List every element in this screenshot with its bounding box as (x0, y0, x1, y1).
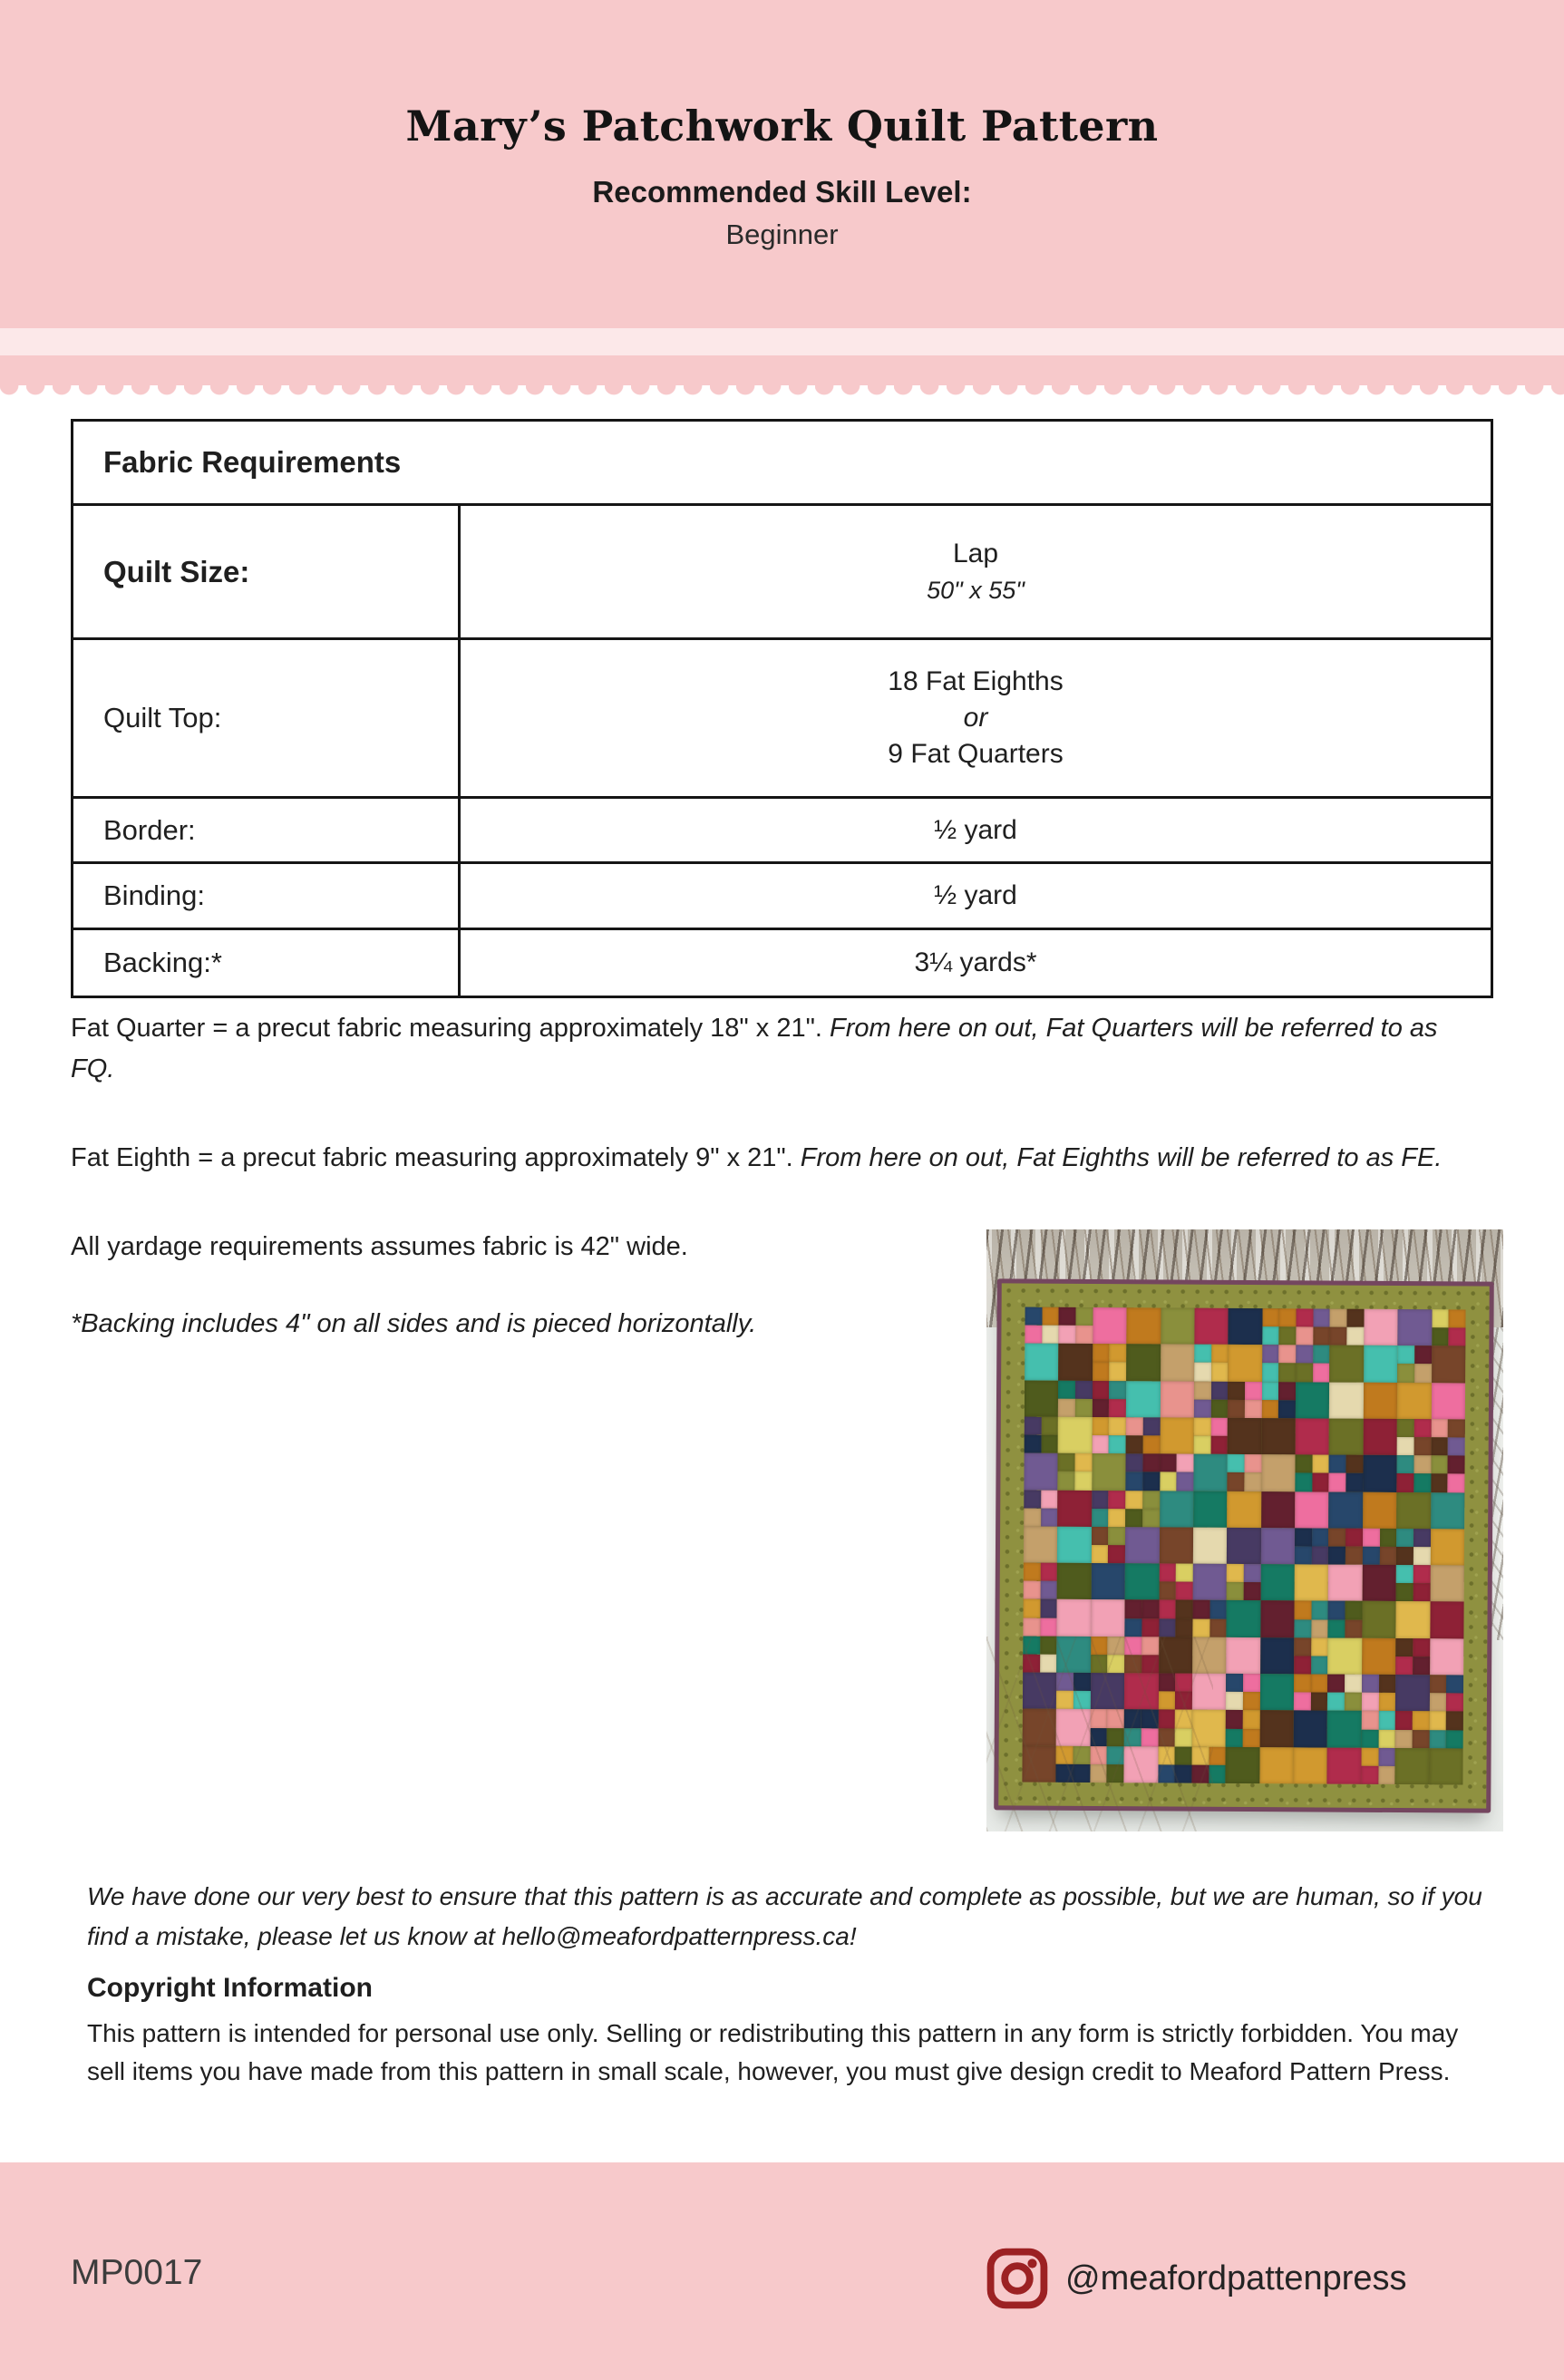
quilt-patch (1126, 1345, 1161, 1382)
quilt-patch (1327, 1675, 1362, 1712)
header-band (0, 0, 1564, 328)
quilt-patch (1261, 1454, 1296, 1491)
quilt-patch (1260, 1564, 1295, 1601)
quilt-patch (1058, 1344, 1093, 1381)
table-title: Fabric Requirements (73, 421, 1492, 505)
quilt-patch (1260, 1637, 1295, 1675)
quilt-patch (1058, 1490, 1093, 1527)
quilt-patch (1125, 1527, 1160, 1564)
quilt-patch (1092, 1453, 1126, 1491)
quilt-patch (1057, 1599, 1092, 1637)
quilt-patch (1430, 1529, 1464, 1566)
copyright-heading: Copyright Information (87, 1973, 373, 2003)
footer-band (0, 2162, 1564, 2380)
copyright-body: This pattern is intended for personal use only. Selling or redistributing this pattern in any form is strictly forbidden. You may sell items you have made from this pattern in small scale, however, you must give design credit to Meaford Pattern Press. (87, 2019, 1459, 2085)
quilt-patch (1363, 1455, 1397, 1492)
quilt-patch (1296, 1418, 1330, 1455)
quilt-patch (1261, 1528, 1296, 1565)
quilt-patch (1160, 1454, 1194, 1491)
quilt-patch (1296, 1345, 1330, 1383)
note-fat-quarter (71, 1008, 1482, 1090)
quilt-patch (1362, 1638, 1396, 1676)
quilt-patch (1192, 1600, 1227, 1637)
note-fat-eighth-text: Fat Eighth = a precut fabric measuring approximately 9" x 21". (71, 1143, 801, 1172)
quilt-patch (1296, 1382, 1330, 1419)
quilt-patch (1295, 1455, 1329, 1492)
quilt-patch (1395, 1748, 1430, 1785)
quilt-patch (1126, 1307, 1161, 1345)
quilt-patch (1024, 1490, 1058, 1527)
quilt-patch (1362, 1601, 1396, 1638)
row-label-border: Border: (73, 798, 460, 863)
row-label-binding: Binding: (73, 863, 460, 929)
backing-value: 3¼ yards* (460, 929, 1492, 997)
quilt-patch (1362, 1565, 1396, 1602)
quilt-patch (1092, 1417, 1126, 1454)
quilt-patch (1294, 1601, 1328, 1638)
quilt-patch (1395, 1638, 1430, 1676)
quilt-top-option-1: 18 Fat Eighths (888, 666, 1064, 696)
quilt-patch (1025, 1416, 1059, 1453)
skill-level-label: Recommended Skill Level: (592, 175, 972, 209)
quilt-patch (1160, 1491, 1194, 1528)
quilt-patch (1328, 1528, 1363, 1565)
quilt-patch (1327, 1747, 1362, 1784)
quilt-patch (1193, 1454, 1228, 1491)
quilt-patch (1024, 1453, 1058, 1491)
quilt-patch (1296, 1308, 1330, 1345)
quilt-patch (1262, 1382, 1297, 1419)
quilt-patch (1194, 1381, 1229, 1418)
quilt-patch (1430, 1565, 1464, 1602)
quilt-patch (1396, 1492, 1431, 1530)
quilt-patch (1329, 1455, 1364, 1492)
quilt-patch (1024, 1563, 1058, 1600)
note-backing: *Backing includes 4" on all sides and is pieced horizontally. (71, 1309, 757, 1338)
quilt-patch (1262, 1308, 1297, 1345)
quilt-patch (1295, 1528, 1329, 1565)
quilt-patch (1193, 1528, 1228, 1565)
quilt-patch (1025, 1307, 1059, 1345)
quilt-patch (1431, 1492, 1465, 1530)
copyright-section (87, 1969, 1499, 2091)
fabric-requirements-table (71, 419, 1493, 998)
quilt-patch (1430, 1638, 1464, 1676)
quilt-patch (1363, 1419, 1397, 1456)
quilt-top-cell (460, 639, 1492, 798)
quilt-patch (1092, 1491, 1126, 1528)
quilt-patch (1431, 1455, 1465, 1492)
pattern-code: MP0017 (71, 2253, 203, 2292)
quilt-patch (1261, 1418, 1296, 1455)
instagram-icon[interactable] (985, 2246, 1050, 2311)
note-fat-eighth-italic: From here on out, Fat Eighths will be referred to as FE. (800, 1143, 1443, 1172)
quilt-patch (1058, 1453, 1093, 1491)
binding-value: ½ yard (460, 863, 1492, 929)
quilt-patch (1397, 1419, 1432, 1456)
quilt-patch (1057, 1563, 1092, 1600)
quilt-patch (1159, 1527, 1193, 1564)
quilt-patch (1228, 1454, 1262, 1491)
note-fat-quarter-text: Fat Quarter = a precut fabric measuring approximately 18" x 21". (71, 1014, 831, 1043)
disclaimer-end: ! (849, 1922, 857, 1950)
quilt-patch (1429, 1748, 1463, 1785)
quilt-patch (1160, 1381, 1194, 1418)
quilt-patch (1361, 1711, 1395, 1748)
quilt-patch (1397, 1455, 1432, 1492)
quilt-patch (1364, 1382, 1398, 1419)
quilt-patch (1430, 1602, 1464, 1639)
twigs-foreground (986, 1637, 1213, 1831)
quilt-patch (1397, 1383, 1432, 1420)
quilt-patch (1328, 1565, 1363, 1602)
note-fat-quarter-italic: From here on out, Fat Quarters will be referred to as FQ. (71, 1014, 1438, 1083)
quilt-patch (1395, 1675, 1430, 1712)
quilt-patch (1161, 1307, 1195, 1345)
quilt-patch (1126, 1381, 1161, 1418)
quilt-patch (1058, 1380, 1093, 1417)
quilt-patch (1126, 1417, 1161, 1454)
row-label-backing: Backing:* (73, 929, 460, 997)
quilt-patch (1259, 1710, 1294, 1747)
quilt-patch (1092, 1527, 1126, 1564)
quilt-patch (1093, 1344, 1127, 1381)
instagram-row (985, 2244, 1407, 2313)
quilt-patch (1330, 1309, 1365, 1346)
quilt-patch (1193, 1491, 1228, 1528)
quilt-patch (1227, 1528, 1261, 1565)
quilt-patch (1329, 1418, 1364, 1455)
quilt-patch (1260, 1674, 1295, 1711)
border-value: ½ yard (460, 798, 1492, 863)
quilt-patch (1395, 1711, 1430, 1748)
quilt-patch (1362, 1675, 1396, 1712)
quilt-patch (1194, 1308, 1229, 1345)
quilt-patch (1261, 1491, 1296, 1529)
quilt-patch (1429, 1712, 1463, 1749)
skill-level-value: Beginner (725, 219, 839, 250)
quilt-patch (1294, 1637, 1328, 1675)
quilt-patch (1361, 1747, 1395, 1784)
quilt-patch (1227, 1600, 1261, 1637)
quilt-patch (1159, 1600, 1193, 1637)
quilt-patch (1194, 1345, 1229, 1382)
quilt-patch (1193, 1564, 1228, 1601)
quilt-patch (1328, 1637, 1363, 1675)
quilt-patch (1125, 1491, 1160, 1528)
quilt-patch (1432, 1346, 1466, 1384)
quilt-patch (1226, 1747, 1260, 1784)
quilt-photo (986, 1229, 1503, 1831)
accuracy-disclaimer (87, 1877, 1491, 1957)
quilt-patch (1093, 1307, 1127, 1345)
header-light-stripe (0, 328, 1564, 355)
email-link[interactable]: hello@meafordpatternpress.ca (501, 1922, 850, 1950)
quilt-patch (1396, 1601, 1431, 1638)
quilt-patch (1091, 1563, 1125, 1600)
note-yardage: All yardage requirements assumes fabric is 42" wide. (71, 1232, 688, 1261)
quilt-patch (1294, 1674, 1328, 1711)
quilt-patch (1295, 1564, 1329, 1601)
quilt-patch (1227, 1491, 1261, 1528)
quilt-patch (1294, 1711, 1328, 1748)
quilt-patch (1058, 1417, 1093, 1454)
quilt-patch (1226, 1710, 1260, 1747)
quilt-patch (1328, 1601, 1363, 1638)
quilt-patch (1025, 1380, 1059, 1417)
quilt-patch (1159, 1564, 1193, 1601)
quilt-patch (1226, 1674, 1260, 1711)
quilt-patch (1023, 1599, 1057, 1637)
quilt-patch (1262, 1345, 1297, 1382)
quilt-patch (1093, 1381, 1127, 1418)
quilt-patch (1226, 1637, 1260, 1675)
quilt-size-name: Lap (952, 538, 999, 568)
quilt-patch (1327, 1711, 1362, 1748)
quilt-patch (1259, 1747, 1294, 1784)
quilt-size-cell (460, 505, 1492, 639)
quilt-patch (1431, 1419, 1465, 1456)
instagram-handle[interactable]: @meafordpattenpress (1065, 2259, 1407, 2297)
quilt-patch (1024, 1526, 1058, 1563)
quilt-patch (1396, 1529, 1431, 1566)
quilt-patch (1161, 1345, 1195, 1382)
row-label-quilt-size: Quilt Size: (73, 505, 460, 639)
quilt-patch (1429, 1675, 1463, 1712)
quilt-patch (1329, 1382, 1364, 1419)
quilt-patch (1125, 1600, 1160, 1637)
quilt-patch (1363, 1491, 1397, 1529)
quilt-patch (1364, 1345, 1398, 1383)
quilt-patch (1364, 1309, 1398, 1346)
quilt-patch (1125, 1563, 1160, 1600)
scalloped-edge (0, 385, 1564, 401)
quilt-patch (1293, 1747, 1327, 1784)
quilt-top-or: or (963, 703, 988, 733)
quilt-patch (1228, 1345, 1262, 1382)
page-title: Mary’s Patchwork Quilt Pattern (405, 102, 1159, 151)
quilt-patch (1432, 1309, 1466, 1346)
quilt-patch (1025, 1344, 1059, 1381)
quilt-patch (1160, 1417, 1194, 1454)
quilt-patch (1295, 1491, 1329, 1529)
note-fat-eighth (71, 1138, 1482, 1179)
quilt-patch (1228, 1381, 1262, 1418)
quilt-patch (1397, 1345, 1432, 1383)
quilt-patch (1091, 1599, 1125, 1637)
quilt-patch (1126, 1453, 1161, 1491)
quilt-patch (1431, 1383, 1465, 1420)
quilt-top-option-2: 9 Fat Quarters (888, 739, 1064, 769)
quilt-patch (1229, 1308, 1263, 1345)
quilt-patch (1260, 1601, 1295, 1638)
quilt-patch (1330, 1345, 1365, 1383)
quilt-patch (1329, 1491, 1364, 1529)
quilt-patch (1059, 1307, 1093, 1345)
row-label-quilt-top: Quilt Top: (73, 639, 460, 798)
quilt-patch (1227, 1564, 1261, 1601)
quilt-patch (1398, 1309, 1433, 1346)
quilt-patch (1363, 1529, 1397, 1566)
header-lower-band (0, 355, 1564, 385)
quilt-patch (1228, 1418, 1262, 1455)
quilt-patch (1057, 1527, 1092, 1564)
quilt-size-dimensions: 50" x 55" (927, 576, 1025, 604)
quilt-patch (1194, 1418, 1229, 1455)
disclaimer-text: We have done our very best to ensure that this pattern is as accurate and complete as possible, but we are human, so if you find a mistake, please let us know at (87, 1882, 1482, 1950)
quilt-patch (1396, 1565, 1431, 1602)
